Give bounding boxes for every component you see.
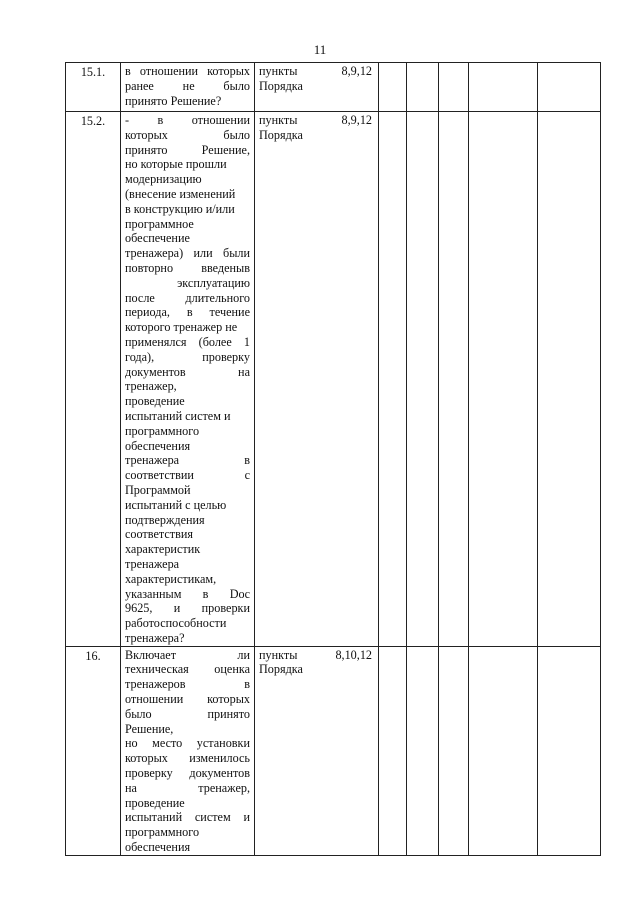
question-line: года), проверку <box>125 349 250 364</box>
question-line: но которые прошли <box>125 157 227 172</box>
question-line: программного <box>125 423 200 438</box>
question-line: периода, в течение <box>125 305 250 320</box>
question-line: которых было <box>125 127 250 142</box>
page-number: 11 <box>313 42 327 57</box>
reference-label: пункты <box>259 113 298 127</box>
question-line: обеспечение <box>125 231 190 246</box>
question-line: проверку документов <box>125 766 250 781</box>
question-line: эксплуатацию <box>177 275 250 290</box>
empty-cell <box>469 112 538 647</box>
question-line: тренажер, <box>125 379 177 394</box>
question-line: проведение <box>125 394 185 409</box>
question-line: (внесение изменений <box>125 186 236 201</box>
reference-cell <box>255 112 379 647</box>
question-line: но место установки <box>125 736 250 751</box>
empty-cell <box>379 63 407 112</box>
question-line: характеристикам, <box>125 571 217 586</box>
question-cell <box>121 63 255 112</box>
empty-cell <box>439 646 469 855</box>
question-line: принято Решение, <box>125 142 250 157</box>
reference-label: пункты <box>259 647 298 662</box>
question-line: - в отношении <box>125 113 250 127</box>
question-line: после длительного <box>125 290 250 305</box>
table-row <box>66 646 601 855</box>
question-line: тренажеров в <box>125 677 250 692</box>
empty-cell <box>538 646 601 855</box>
question-line: повторно введеныв <box>125 260 250 275</box>
question-line: документов на <box>125 364 250 379</box>
question-line: ранее не было <box>125 78 250 93</box>
question-line: испытаний систем и <box>125 810 250 825</box>
question-cell <box>121 646 255 855</box>
question-line: испытаний с целью <box>125 497 227 512</box>
question-line: которых изменилось <box>125 751 250 766</box>
question-line: в отношении которых <box>125 64 250 78</box>
question-line: Решение, <box>125 721 174 736</box>
question-line: применялся (более 1 <box>125 334 250 349</box>
empty-cell <box>407 646 439 855</box>
item-number: 15.1. <box>66 63 121 112</box>
question-line: тренажера? <box>125 630 185 645</box>
empty-cell <box>469 63 538 112</box>
question-line: указанным в Doc <box>125 586 250 601</box>
reference-cell <box>255 63 379 112</box>
empty-cell <box>379 112 407 647</box>
question-line: программного <box>125 825 200 840</box>
question-line: Включает ли <box>125 647 250 662</box>
reference-label: Порядка <box>259 78 303 93</box>
reference-numbers: 8,9,12 <box>341 113 372 127</box>
question-line: испытаний систем и <box>125 408 231 423</box>
question-line: проведение <box>125 795 185 810</box>
question-line: программное <box>125 216 194 231</box>
reference-label: Порядка <box>259 127 303 142</box>
checklist-table <box>65 62 601 856</box>
question-line: в конструкцию и/или <box>125 201 235 216</box>
empty-cell <box>538 112 601 647</box>
item-number: 16. <box>66 646 121 855</box>
question-line: принято Решение? <box>125 93 222 108</box>
question-line: на тренажер, <box>125 780 250 795</box>
empty-cell <box>469 646 538 855</box>
empty-cell <box>439 112 469 647</box>
question-line: было принято <box>125 706 250 721</box>
question-line: Программой <box>125 482 191 497</box>
table-row <box>66 112 601 647</box>
question-line: 9625, и проверки <box>125 601 250 616</box>
reference-label: Порядка <box>259 662 303 677</box>
empty-cell <box>439 63 469 112</box>
empty-cell <box>407 112 439 647</box>
question-line: отношении которых <box>125 692 250 707</box>
question-line: подтверждения <box>125 512 205 527</box>
question-line: которого тренажер не <box>125 320 238 335</box>
question-line: тренажера <box>125 556 180 571</box>
question-line: техническая оценка <box>125 662 250 677</box>
item-number: 15.2. <box>66 112 121 647</box>
question-line: соответствия <box>125 527 193 542</box>
question-cell <box>121 112 255 647</box>
question-line: тренажера) или были <box>125 246 250 261</box>
question-line: работоспособности <box>125 616 227 631</box>
reference-label: пункты <box>259 64 298 78</box>
question-line: характеристик <box>125 542 201 557</box>
question-line: тренажера в <box>125 453 250 468</box>
table-row <box>66 63 601 112</box>
empty-cell <box>407 63 439 112</box>
reference-numbers: 8,10,12 <box>335 647 372 662</box>
reference-numbers: 8,9,12 <box>341 64 372 78</box>
question-line: модернизацию <box>125 172 202 187</box>
reference-cell <box>255 646 379 855</box>
empty-cell <box>379 646 407 855</box>
question-line: соответствии с <box>125 468 250 483</box>
question-line: обеспечения <box>125 840 191 855</box>
question-line: обеспечения <box>125 438 191 453</box>
empty-cell <box>538 63 601 112</box>
